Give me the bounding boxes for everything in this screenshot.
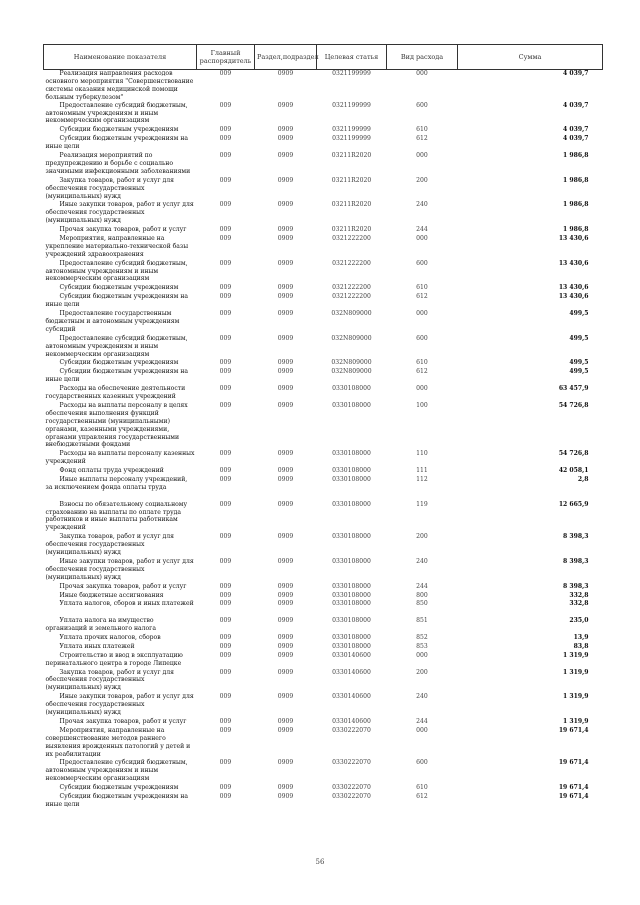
table-row — [44, 617, 603, 634]
row-main-manager: 009 — [219, 617, 232, 625]
row-target: 0330108000 — [332, 600, 371, 608]
row-main-manager: 009 — [219, 784, 232, 792]
row-expense-type: 110 — [416, 450, 428, 458]
table-row — [44, 368, 603, 385]
row-sum: 19 671,4 — [558, 793, 589, 800]
row-sum: 19 671,4 — [558, 726, 589, 734]
row-expense-type: 610 — [416, 784, 428, 792]
row-main-manager: 009 — [219, 259, 232, 267]
row-name: Субсидии бюджетным учреждениям — [59, 126, 179, 134]
row-main-manager: 009 — [219, 401, 232, 409]
row-expense-type: 119 — [416, 500, 428, 508]
row-expense-type: 111 — [416, 467, 428, 475]
row-sum: 8 398,3 — [563, 582, 589, 590]
row-sum: 42 058,1 — [558, 467, 589, 475]
row-target: 0330222070 — [332, 784, 371, 792]
row-name: Прочая закупка товаров, работ и услуг — [59, 717, 187, 725]
row-target: 0330108000 — [332, 475, 371, 483]
row-main-manager: 009 — [219, 70, 232, 77]
table-row — [44, 310, 603, 335]
header-target: Целевая статья — [317, 45, 387, 70]
row-target: 0330108000 — [332, 450, 371, 458]
table-row — [44, 592, 603, 601]
header-main-manager: Главный распорядитель — [197, 45, 255, 70]
row-name: Закупка товаров, работ и услуг для обеспечения государственных (муниципальных) нужд — [45, 668, 174, 692]
row-expense-type: 610 — [416, 359, 428, 367]
row-main-manager: 009 — [219, 368, 232, 376]
row-main-manager: 009 — [219, 135, 232, 143]
table-row — [44, 284, 603, 293]
table-row — [44, 634, 603, 643]
row-expense-type: 612 — [416, 293, 428, 301]
row-section: 0909 — [277, 717, 294, 725]
row-main-manager: 009 — [219, 152, 232, 159]
row-target: 0330108000 — [332, 467, 371, 475]
row-name: Иные закупки товаров, работ и услуг для обеспечения государственных (муниципальных) нужд — [45, 557, 194, 581]
row-name: Субсидии бюджетным учреждениям — [59, 359, 179, 367]
row-sum: 8 398,3 — [563, 533, 589, 541]
row-main-manager: 009 — [219, 359, 232, 367]
row-sum: 332,8 — [569, 591, 589, 599]
row-name: Иные бюджетные ассигнования — [59, 591, 164, 599]
row-name: Иные закупки товаров, работ и услуг для обеспечения государственных (муниципальных) нужд — [45, 201, 194, 225]
row-target: 0330108000 — [332, 401, 371, 409]
row-name: Субсидии бюджетным учреждениям на иные цели — [45, 135, 189, 151]
row-section: 0909 — [277, 600, 294, 608]
row-expense-type: 240 — [416, 693, 428, 701]
row-section: 0909 — [277, 234, 294, 242]
row-main-manager: 009 — [219, 201, 232, 209]
row-expense-type: 000 — [416, 310, 428, 318]
row-target: 03211R2020 — [331, 201, 372, 209]
row-target: 0330108000 — [332, 385, 371, 393]
table-row — [44, 533, 603, 558]
row-sum: 1 319,9 — [563, 717, 589, 725]
row-sum: 63 457,9 — [558, 385, 589, 393]
row-expense-type: 600 — [416, 759, 428, 767]
row-main-manager: 009 — [219, 717, 232, 725]
row-main-manager: 009 — [219, 633, 232, 641]
row-main-manager: 009 — [219, 475, 232, 483]
row-main-manager: 009 — [219, 759, 232, 767]
row-name: Взносы по обязательному социальному страхованию на выплаты по оплате труда работников и иные выплаты работникам учреждений — [45, 500, 188, 532]
row-section: 0909 — [277, 533, 294, 541]
table-row — [44, 135, 603, 152]
row-name: Уплата иных платежей — [59, 642, 135, 650]
table-row — [44, 70, 603, 102]
row-name: Реализация направления расходов основного мероприятия "Совершенствование системы оказания медицинской помощи больным туберкулезом" — [45, 70, 194, 101]
row-name: Предоставление субсидий бюджетным, автономным учреждениям и иным некоммерческим организациям — [45, 759, 188, 783]
row-target: 0330108000 — [332, 591, 371, 599]
row-expense-type: 610 — [416, 284, 428, 292]
row-section: 0909 — [277, 259, 294, 267]
row-main-manager: 009 — [219, 533, 232, 541]
row-target: 0321222200 — [332, 284, 371, 292]
row-expense-type: 600 — [416, 334, 428, 342]
header-sum: Сумма — [458, 45, 603, 70]
table-row — [44, 793, 603, 810]
row-main-manager: 009 — [219, 234, 232, 242]
row-main-manager: 009 — [219, 284, 232, 292]
row-expense-type: 600 — [416, 259, 428, 267]
row-section: 0909 — [277, 126, 294, 134]
row-section: 0909 — [277, 557, 294, 565]
table-row — [44, 402, 603, 450]
row-name: Закупка товаров, работ и услуг для обеспечения государственных (муниципальных) нужд — [45, 176, 174, 200]
row-expense-type: 000 — [416, 726, 428, 734]
row-sum: 1 986,8 — [563, 201, 589, 209]
row-section: 0909 — [277, 135, 294, 143]
row-sum: 13,9 — [573, 633, 589, 641]
row-section: 0909 — [277, 784, 294, 792]
row-expense-type: 000 — [416, 152, 428, 159]
row-sum: 1 319,9 — [563, 668, 589, 676]
row-target: 0330108000 — [332, 533, 371, 541]
row-section: 0909 — [277, 70, 294, 77]
row-section: 0909 — [277, 226, 294, 234]
row-expense-type: 850 — [416, 600, 428, 608]
row-main-manager: 009 — [219, 600, 232, 608]
table-row — [44, 759, 603, 784]
table-row — [44, 102, 603, 127]
row-name: Иные выплаты персоналу учреждений, за исключением фонда оплаты труда — [45, 475, 188, 491]
row-section: 0909 — [277, 293, 294, 301]
row-sum: 332,8 — [569, 600, 589, 608]
row-expense-type: 000 — [416, 651, 428, 659]
row-section: 0909 — [277, 467, 294, 475]
row-sum: 54 726,8 — [558, 401, 589, 409]
table-row — [44, 669, 603, 694]
row-section: 0909 — [277, 475, 294, 483]
row-name: Мероприятия, направленные на совершенствование методов раннего выявления врожденных патологий у детей и их реабилитации — [45, 726, 191, 758]
row-section: 0909 — [277, 152, 294, 159]
row-expense-type: 853 — [416, 642, 428, 650]
table-row — [44, 718, 603, 727]
row-main-manager: 009 — [219, 293, 232, 301]
row-section: 0909 — [277, 693, 294, 701]
row-section: 0909 — [277, 726, 294, 734]
row-name: Мероприятия, направленные на укрепление материально-технической базы учреждений здравоохранения — [45, 234, 189, 258]
row-sum: 54 726,8 — [558, 450, 589, 458]
row-expense-type: 600 — [416, 101, 428, 109]
row-target: 0321222200 — [332, 293, 371, 301]
row-main-manager: 009 — [219, 101, 232, 109]
row-target: 0330108000 — [332, 642, 371, 650]
row-name: Реализация мероприятий по предупреждению и борьбе с социально значимыми инфекционными заболеваниями — [45, 152, 191, 175]
row-expense-type: 000 — [416, 234, 428, 242]
row-section: 0909 — [277, 385, 294, 393]
row-target: 0330108000 — [332, 557, 371, 565]
row-name: Иные закупки товаров, работ и услуг для обеспечения государственных (муниципальных) нужд — [45, 693, 194, 717]
row-section: 0909 — [277, 500, 294, 508]
row-name: Расходы на выплаты персоналу казенных учреждений — [45, 450, 195, 466]
table-row — [44, 501, 603, 534]
row-sum: 499,5 — [569, 368, 589, 376]
row-target: 032N809000 — [331, 334, 372, 342]
row-section: 0909 — [277, 759, 294, 767]
header-section: Раздел,подраздел — [255, 45, 317, 70]
row-target: 0321199999 — [332, 126, 371, 134]
row-target: 03211R2020 — [331, 176, 372, 184]
row-sum: 1 986,8 — [563, 152, 589, 159]
row-name: Субсидии бюджетным учреждениям на иные цели — [45, 368, 189, 384]
row-main-manager: 009 — [219, 126, 232, 134]
table-row — [44, 359, 603, 368]
row-main-manager: 009 — [219, 310, 232, 318]
row-expense-type: 612 — [416, 135, 428, 143]
row-sum: 83,8 — [573, 642, 589, 650]
row-expense-type: 200 — [416, 533, 428, 541]
row-section: 0909 — [277, 582, 294, 590]
row-section: 0909 — [277, 201, 294, 209]
table-row — [44, 126, 603, 135]
row-sum: 13 430,6 — [558, 259, 589, 267]
row-sum: 1 986,8 — [563, 176, 589, 184]
row-target: 0330108000 — [332, 633, 371, 641]
table-row — [44, 450, 603, 467]
row-main-manager: 009 — [219, 642, 232, 650]
row-sum: 4 039,7 — [563, 135, 589, 143]
row-section: 0909 — [277, 450, 294, 458]
row-expense-type: 244 — [416, 582, 428, 590]
table-row — [44, 558, 603, 583]
row-main-manager: 009 — [219, 668, 232, 676]
row-target: 0321199999 — [332, 135, 371, 143]
table-row — [44, 177, 603, 202]
table-row — [44, 600, 603, 617]
row-section: 0909 — [277, 617, 294, 625]
row-sum: 19 671,4 — [558, 759, 589, 767]
row-target: 0330140600 — [332, 717, 371, 725]
row-main-manager: 009 — [219, 793, 232, 800]
row-target: 0321199999 — [332, 70, 371, 77]
row-name: Уплата налога на имущество организаций и земельного налога — [45, 617, 157, 633]
row-expense-type: 610 — [416, 126, 428, 134]
row-name: Предоставление субсидий бюджетным, автономным учреждениям и иным некоммерческим организациям — [45, 259, 188, 283]
row-section: 0909 — [277, 651, 294, 659]
row-main-manager: 009 — [219, 467, 232, 475]
row-section: 0909 — [277, 368, 294, 376]
row-section: 0909 — [277, 633, 294, 641]
row-sum: 4 039,7 — [563, 70, 589, 77]
row-name: Уплата налогов, сборов и иных платежей — [59, 600, 194, 608]
row-name: Закупка товаров, работ и услуг для обеспечения государственных (муниципальных) нужд — [45, 533, 174, 557]
row-sum: 499,5 — [569, 359, 589, 367]
table-row — [44, 201, 603, 226]
row-sum: 4 039,7 — [563, 126, 589, 134]
row-target: 0330140600 — [332, 651, 371, 659]
row-main-manager: 009 — [219, 385, 232, 393]
row-name: Предоставление субсидий бюджетным, автономным учреждениям и иным некоммерческим организациям — [45, 101, 188, 125]
row-target: 03211R2020 — [331, 226, 372, 234]
row-target: 032N809000 — [331, 310, 372, 318]
table-row — [44, 467, 603, 476]
table-row — [44, 727, 603, 760]
row-target: 03211R2020 — [331, 152, 372, 159]
row-sum: 499,5 — [569, 334, 589, 342]
row-target: 0330140600 — [332, 668, 371, 676]
table-row — [44, 260, 603, 285]
row-sum: 1 319,9 — [563, 693, 589, 701]
page-number: 56 — [315, 858, 325, 866]
table-row — [44, 335, 603, 360]
row-name: Субсидии бюджетным учреждениям на иные цели — [45, 793, 189, 808]
table-row — [44, 152, 603, 177]
row-section: 0909 — [277, 642, 294, 650]
row-sum: 235,0 — [569, 617, 589, 625]
row-sum: 19 671,4 — [558, 784, 589, 792]
table-row — [44, 476, 603, 501]
row-section: 0909 — [277, 668, 294, 676]
row-name: Прочая закупка товаров, работ и услуг — [59, 582, 187, 590]
row-target: 0330108000 — [332, 582, 371, 590]
row-expense-type: 612 — [416, 368, 428, 376]
row-name: Субсидии бюджетным учреждениям на иные цели — [45, 293, 189, 309]
row-name: Предоставление субсидий бюджетным, автономным учреждениям и иным некоммерческим организациям — [45, 334, 188, 358]
row-expense-type: 240 — [416, 557, 428, 565]
row-main-manager: 009 — [219, 591, 232, 599]
row-expense-type: 100 — [416, 401, 428, 409]
row-expense-type: 000 — [416, 70, 428, 77]
header-expense-type: Вид расхода — [387, 45, 458, 70]
table-row — [44, 643, 603, 652]
row-sum: 1 319,9 — [563, 651, 589, 659]
row-name: Уплата прочих налогов, сборов — [59, 633, 161, 641]
row-name: Фонд оплаты труда учреждений — [59, 467, 164, 475]
row-section: 0909 — [277, 591, 294, 599]
table-header — [44, 45, 603, 70]
row-target: 032N809000 — [331, 368, 372, 376]
row-target: 032N809000 — [331, 359, 372, 367]
table-row — [44, 693, 603, 718]
row-expense-type: 112 — [416, 475, 428, 483]
row-target: 0321222200 — [332, 259, 371, 267]
row-name: Субсидии бюджетным учреждениям — [59, 784, 179, 792]
row-sum: 499,5 — [569, 310, 589, 318]
row-main-manager: 009 — [219, 693, 232, 701]
table-row — [44, 652, 603, 669]
row-target: 0330108000 — [332, 500, 371, 508]
row-sum: 13 430,6 — [558, 293, 589, 301]
row-expense-type: 851 — [416, 617, 428, 625]
row-sum: 8 398,3 — [563, 557, 589, 565]
row-name: Строительство и ввод в эксплуатацию перинатального центра в городе Липецке — [45, 651, 183, 667]
table-row — [44, 583, 603, 592]
row-main-manager: 009 — [219, 651, 232, 659]
row-sum: 13 430,6 — [558, 284, 589, 292]
row-sum: 13 430,6 — [558, 234, 589, 242]
row-expense-type: 244 — [416, 226, 428, 234]
row-sum: 12 665,9 — [558, 500, 589, 508]
row-name: Расходы на выплаты персоналу в целях обеспечения выполнения функций государственными (муниципальными) органами, казенными учреждениями, органами управления государственными внебюджетными фондами — [45, 401, 188, 449]
row-section: 0909 — [277, 176, 294, 184]
row-section: 0909 — [277, 359, 294, 367]
table-body — [44, 70, 603, 810]
table-row — [44, 235, 603, 260]
table-row — [44, 226, 603, 235]
row-main-manager: 009 — [219, 334, 232, 342]
row-main-manager: 009 — [219, 557, 232, 565]
row-expense-type: 244 — [416, 717, 428, 725]
row-expense-type: 800 — [416, 591, 428, 599]
row-section: 0909 — [277, 334, 294, 342]
row-expense-type: 612 — [416, 793, 428, 800]
row-expense-type: 200 — [416, 668, 428, 676]
row-section: 0909 — [277, 310, 294, 318]
row-main-manager: 009 — [219, 450, 232, 458]
row-expense-type: 852 — [416, 633, 428, 641]
row-section: 0909 — [277, 284, 294, 292]
table-row — [44, 784, 603, 793]
row-section: 0909 — [277, 101, 294, 109]
row-sum: 4 039,7 — [563, 101, 589, 109]
row-sum: 2,8 — [577, 475, 589, 483]
row-name: Предоставление государственным бюджетным и автономным учреждениям субсидий — [45, 310, 180, 333]
row-target: 0330108000 — [332, 617, 371, 625]
header-name: Наименование показателя — [44, 45, 197, 70]
row-expense-type: 200 — [416, 176, 428, 184]
row-main-manager: 009 — [219, 500, 232, 508]
row-section: 0909 — [277, 401, 294, 409]
budget-table — [43, 44, 603, 810]
row-main-manager: 009 — [219, 226, 232, 234]
table-row — [44, 293, 603, 310]
row-target: 0330222070 — [332, 726, 371, 734]
row-target: 0330140600 — [332, 693, 371, 701]
row-target: 0330222070 — [332, 759, 371, 767]
row-target: 0321199999 — [332, 101, 371, 109]
row-name: Прочая закупка товаров, работ и услуг — [59, 226, 187, 234]
row-main-manager: 009 — [219, 726, 232, 734]
row-main-manager: 009 — [219, 176, 232, 184]
table-row — [44, 385, 603, 402]
row-name: Субсидии бюджетным учреждениям — [59, 284, 179, 292]
row-main-manager: 009 — [219, 582, 232, 590]
row-target: 0330222070 — [332, 793, 371, 800]
row-expense-type: 240 — [416, 201, 428, 209]
row-section: 0909 — [277, 793, 294, 800]
row-expense-type: 000 — [416, 385, 428, 393]
row-name: Расходы на обеспечение деятельности государственных казенных учреждений — [45, 385, 186, 400]
row-target: 0321222200 — [332, 234, 371, 242]
row-sum: 1 986,8 — [563, 226, 589, 234]
